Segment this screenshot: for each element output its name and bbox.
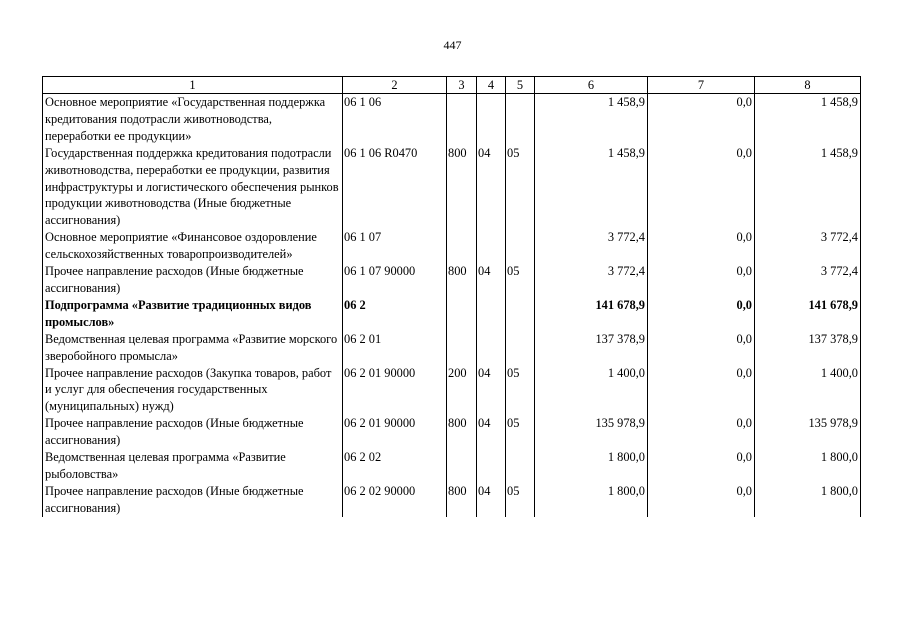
column-header: 2: [343, 77, 447, 94]
row-name: Основное мероприятие «Финансовое оздоровление сельскохозяйственных товаропроизводителей»: [43, 229, 343, 263]
row-v8: 1 800,0: [755, 483, 861, 517]
table-row: [43, 483, 861, 517]
row-c4: 04: [477, 415, 506, 449]
row-v8: 1 458,9: [755, 94, 861, 145]
row-c3: 800: [447, 415, 477, 449]
row-c4: 04: [477, 483, 506, 517]
row-v7: 0,0: [648, 297, 755, 331]
table-row: [43, 331, 861, 365]
row-code: 06 1 07: [343, 229, 447, 263]
column-header: 5: [506, 77, 535, 94]
row-name: Прочее направление расходов (Закупка товаров, работ и услуг для обеспечения государственных (муниципальных) нужд): [43, 365, 343, 416]
row-name: Ведомственная целевая программа «Развитие рыболовства»: [43, 449, 343, 483]
row-c4: [477, 449, 506, 483]
row-name: Прочее направление расходов (Иные бюджетные ассигнования): [43, 415, 343, 449]
row-code: 06 1 06 R0470: [343, 145, 447, 230]
row-c5: 05: [506, 483, 535, 517]
row-code: 06 2 01 90000: [343, 415, 447, 449]
table-row: [43, 365, 861, 416]
row-v8: 141 678,9: [755, 297, 861, 331]
row-name: Государственная поддержка кредитования подотрасли животноводства, переработки ее продукции, развития инфраструктуры и логистического обеспечения рынков продукции животноводства (Иные бюджетные ассигнования): [43, 145, 343, 230]
row-v6: 3 772,4: [535, 263, 648, 297]
row-v6: 1 800,0: [535, 483, 648, 517]
row-code: 06 1 06: [343, 94, 447, 145]
row-name: Основное мероприятие «Государственная поддержка кредитования подотрасли животноводства, переработки ее продукции»: [43, 94, 343, 145]
row-v7: 0,0: [648, 449, 755, 483]
row-c3: [447, 229, 477, 263]
row-v7: 0,0: [648, 229, 755, 263]
row-v8: 135 978,9: [755, 415, 861, 449]
row-c4: 04: [477, 263, 506, 297]
row-v6: 1 458,9: [535, 94, 648, 145]
row-c4: [477, 297, 506, 331]
table-row: [43, 263, 861, 297]
row-c5: [506, 449, 535, 483]
row-code: 06 2 02 90000: [343, 483, 447, 517]
row-name: Подпрограмма «Развитие традиционных видов промыслов»: [43, 297, 343, 331]
budget-table: [42, 76, 861, 517]
row-c5: 05: [506, 145, 535, 230]
row-v8: 1 458,9: [755, 145, 861, 230]
column-header: 7: [648, 77, 755, 94]
row-c3: 800: [447, 145, 477, 230]
row-v8: 3 772,4: [755, 229, 861, 263]
row-v8: 137 378,9: [755, 331, 861, 365]
row-c3: 800: [447, 263, 477, 297]
row-c5: [506, 331, 535, 365]
row-v6: 137 378,9: [535, 331, 648, 365]
column-header: 1: [43, 77, 343, 94]
row-code: 06 2 02: [343, 449, 447, 483]
header-row: [43, 77, 861, 94]
row-c5: [506, 94, 535, 145]
row-c5: [506, 297, 535, 331]
row-v7: 0,0: [648, 263, 755, 297]
row-v6: 1 458,9: [535, 145, 648, 230]
column-header: 8: [755, 77, 861, 94]
column-header: 6: [535, 77, 648, 94]
row-c4: [477, 94, 506, 145]
table-row-subprogram: [43, 297, 861, 331]
column-header: 3: [447, 77, 477, 94]
row-name: Прочее направление расходов (Иные бюджетные ассигнования): [43, 263, 343, 297]
row-c4: [477, 331, 506, 365]
row-c5: 05: [506, 365, 535, 416]
row-c3: 800: [447, 483, 477, 517]
column-header: 4: [477, 77, 506, 94]
row-code: 06 1 07 90000: [343, 263, 447, 297]
table-row: [43, 415, 861, 449]
row-v8: 1 400,0: [755, 365, 861, 416]
row-v7: 0,0: [648, 365, 755, 416]
row-v7: 0,0: [648, 331, 755, 365]
row-c4: 04: [477, 365, 506, 416]
row-name: Ведомственная целевая программа «Развитие морского зверобойного промысла»: [43, 331, 343, 365]
row-v6: 3 772,4: [535, 229, 648, 263]
row-c3: [447, 297, 477, 331]
row-v8: 3 772,4: [755, 263, 861, 297]
row-c4: 04: [477, 145, 506, 230]
table-row: [43, 94, 861, 145]
row-v7: 0,0: [648, 145, 755, 230]
row-c5: 05: [506, 263, 535, 297]
row-c3: [447, 449, 477, 483]
row-c4: [477, 229, 506, 263]
row-v8: 1 800,0: [755, 449, 861, 483]
row-v7: 0,0: [648, 415, 755, 449]
row-c5: 05: [506, 415, 535, 449]
row-c3: [447, 331, 477, 365]
row-c3: 200: [447, 365, 477, 416]
row-c3: [447, 94, 477, 145]
table-row: [43, 145, 861, 230]
row-v6: 1 400,0: [535, 365, 648, 416]
table-row: [43, 229, 861, 263]
row-v7: 0,0: [648, 94, 755, 145]
row-code: 06 2: [343, 297, 447, 331]
row-v7: 0,0: [648, 483, 755, 517]
row-code: 06 2 01: [343, 331, 447, 365]
page-number: 447: [443, 38, 462, 52]
table-row: [43, 449, 861, 483]
row-v6: 141 678,9: [535, 297, 648, 331]
row-v6: 1 800,0: [535, 449, 648, 483]
row-v6: 135 978,9: [535, 415, 648, 449]
row-name: Прочее направление расходов (Иные бюджетные ассигнования): [43, 483, 343, 517]
row-code: 06 2 01 90000: [343, 365, 447, 416]
row-c5: [506, 229, 535, 263]
